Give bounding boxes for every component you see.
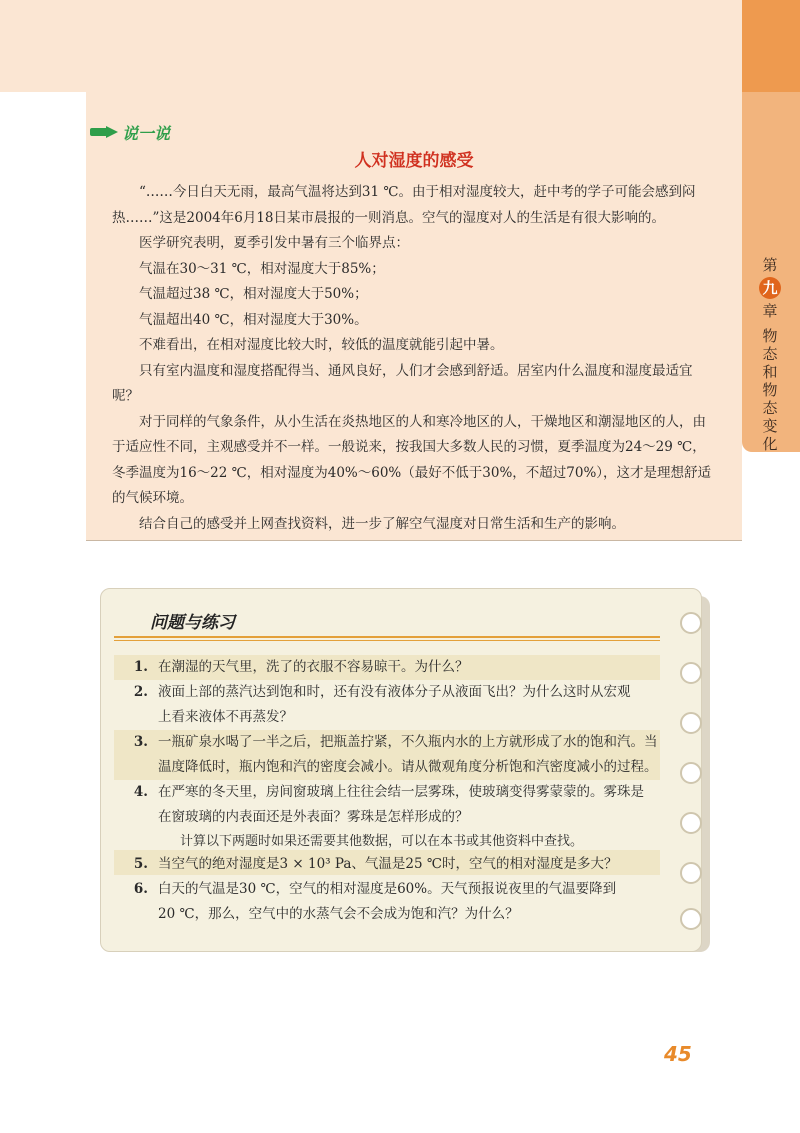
paragraph: 只有室内温度和湿度搭配得当、通风良好，人们才会感到舒适。居室内什么温度和湿度最适宜呢？ (112, 362, 693, 404)
exercise-number: 4. (133, 784, 148, 800)
paragraph: “……今日白天无雨，最高气温将达到31 ℃。由于相对湿度较大，赶中考的学子可能会感到闷热……”这是2004年6月18日某市晨报的一则消息。空气的湿度对人的生活是有很大影响的。 (112, 184, 696, 226)
title-rule-thin (114, 640, 660, 641)
exercise-number: 6. (133, 881, 148, 897)
discussion-divider (86, 540, 742, 541)
exercise-line: 在窗玻璃的内表面还是外表面？雾珠是怎样形成的？ (158, 809, 469, 825)
chapter-suffix: 章 (762, 302, 778, 320)
exercise-line: 液面上部的蒸汽达到饱和时，还有没有液体分子从液面飞出？为什么这时从宏观 (158, 684, 631, 700)
exercise-item (114, 680, 674, 730)
exercise-item (114, 877, 674, 927)
exercise-note: 计算以下两题时如果还需要其他数据，可以在本书或其他资料中查找。 (180, 834, 584, 849)
discussion-body (112, 180, 718, 537)
exercise-item (114, 730, 674, 780)
binder-ring-icon (680, 862, 702, 884)
binder-ring-icon (680, 762, 702, 784)
green-arrow-icon (90, 126, 118, 138)
exercise-line: 当空气的绝对湿度是3 × 10³ Pa、气温是25 ℃时，空气的相对湿度是多大？ (158, 856, 618, 872)
chapter-label (750, 255, 790, 453)
paragraph: 结合自己的感受并上网查找资料，进一步了解空气湿度对日常生活和生产的影响。 (139, 515, 625, 532)
chapter-name (750, 327, 790, 453)
discussion-title: 人对湿度的感受 (354, 151, 474, 171)
paragraph: 气温超出40 ℃，相对湿度大于30%。 (139, 311, 368, 328)
exercise-line: 温度降低时，瓶内饱和汽的密度会减小。请从微观角度分析饱和汽密度减小的过程。 (158, 759, 658, 775)
binder-ring-icon (680, 712, 702, 734)
binder-ring-icon (680, 612, 702, 634)
paragraph: 医学研究表明，夏季引发中暑有三个临界点： (139, 235, 409, 251)
binder-ring-icon (680, 662, 702, 684)
paragraph: 对于同样的气象条件，从小生活在炎热地区的人和寒冷地区的人，干燥地区和潮湿地区的人，由于适应性不同，主观感受并不一样。一般说来，按我国大多数人民的习惯，夏季温度为24～29 ℃，冬季温度为16～22 ℃，相对湿度为40%～60%（最好不低于30%，不超过70%），这才是理想舒适的气候环境。 (112, 413, 712, 506)
exercise-line: 白天的气温是30 ℃，空气的相对湿度是60%。天气预报说夜里的气温要降到 (158, 881, 617, 897)
page-number: 45 (664, 1042, 692, 1066)
binder-ring-icon (680, 908, 702, 930)
binder-ring-icon (680, 812, 702, 834)
paragraph: 气温超过38 ℃，相对湿度大于50%； (139, 286, 368, 302)
discussion-label: 说一说 (122, 123, 171, 143)
exercise-item (114, 655, 674, 680)
paragraph: 气温在30～31 ℃，相对湿度大于85%； (139, 260, 385, 277)
exercise-number: 2. (133, 684, 148, 700)
paragraph: 不难看出，在相对湿度比较大时，较低的温度就能引起中暑。 (139, 337, 504, 353)
chapter-number-badge: 九 (759, 277, 781, 299)
exercise-line: 在潮湿的天气里，洗了的衣服不容易晾干。为什么？ (158, 659, 469, 675)
exercise-number: 5. (133, 856, 148, 872)
exercise-line: 20 ℃，那么，空气中的水蒸气会不会成为饱和汽？为什么？ (158, 906, 519, 922)
exercise-number: 3. (133, 734, 148, 750)
title-rule (114, 636, 660, 638)
exercise-line: 一瓶矿泉水喝了一半之后，把瓶盖拧紧，不久瓶内水的上方就形成了水的饱和汽。当 (158, 734, 658, 750)
header-band (0, 0, 742, 92)
chapter-name-text: 物态和物态变化 (762, 327, 778, 453)
exercise-item (114, 852, 674, 877)
exercise-line: 上看来液体不再蒸发？ (158, 709, 293, 725)
exercise-line: 在严寒的冬天里，房间窗玻璃上往往会结一层雾珠，使玻璃变得雾蒙蒙的。雾珠是 (158, 784, 644, 800)
exercise-number: 1. (133, 659, 148, 675)
discussion-header (90, 120, 170, 144)
chapter-side-tab-top (742, 0, 800, 92)
chapter-prefix: 第 (762, 256, 778, 274)
exercise-title: 问题与练习 (150, 613, 235, 633)
exercise-item (114, 780, 674, 830)
